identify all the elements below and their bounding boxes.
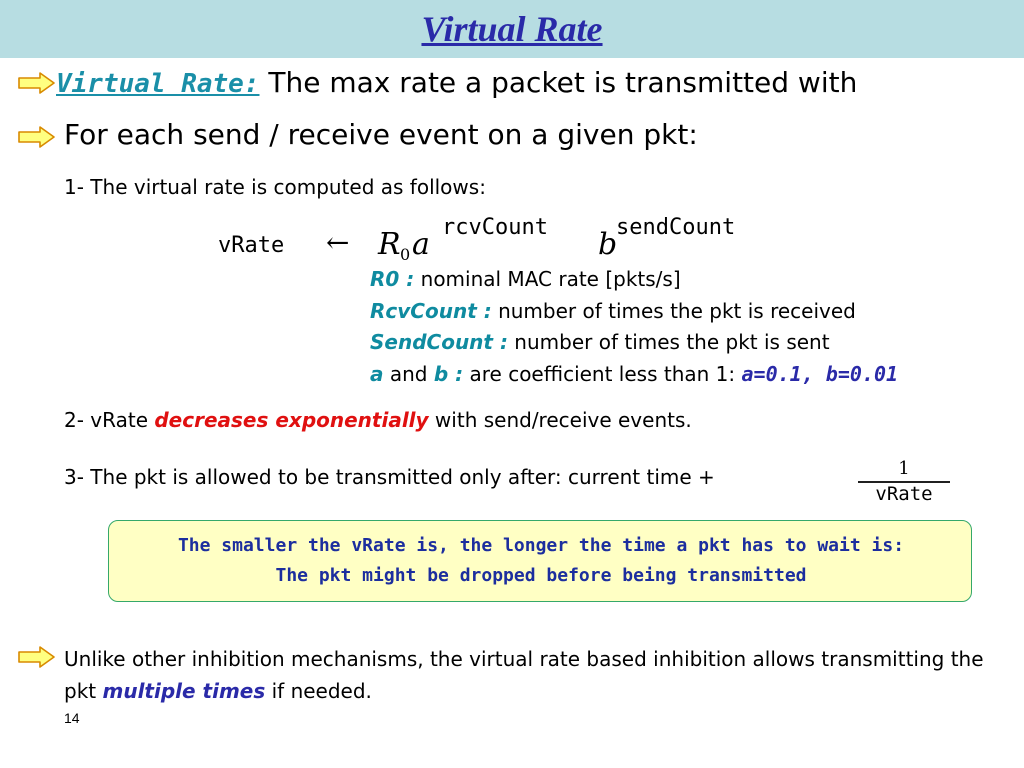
callout-line-2: The pkt might be dropped before being transmitted — [275, 565, 807, 586]
definition-r0-text: nominal MAC rate [pkts/s] — [414, 267, 681, 291]
definition-sendcount-text: number of times the pkt is sent — [507, 330, 830, 354]
coef-values: a=0.1, b=0.01 — [741, 362, 899, 386]
definition-sendcount — [370, 330, 830, 354]
bullet-virtual-rate — [56, 66, 857, 99]
step-2-post: with send/receive events. — [428, 408, 692, 432]
inverse-vrate-fraction — [850, 456, 950, 504]
page-number: 14 — [64, 710, 80, 726]
coef-and: and — [383, 362, 434, 386]
bullet-inhibition-pre: Unlike other inhibition mechanisms, the virtual rate based inhibition allows transmitting the pkt — [64, 647, 984, 703]
slide-title: Virtual Rate — [421, 9, 603, 49]
arrow-bullet-icon — [18, 72, 56, 94]
term-virtual-rate: Virtual Rate: — [56, 69, 260, 99]
definition-r0-key: R0 : — [370, 267, 415, 291]
coef-text: are coefficient less than 1: — [463, 362, 742, 386]
definition-rcvcount — [370, 299, 856, 323]
bullet-inhibition — [64, 643, 984, 707]
formula-arrow: ← — [326, 226, 350, 259]
arrow-bullet-icon — [18, 646, 56, 668]
formula-r: R — [378, 227, 401, 262]
callout-line-1: The smaller the vRate is, the longer the time a pkt has to wait is: — [177, 535, 905, 556]
definition-rcvcount-key: RcvCount : — [370, 299, 492, 323]
definition-r0 — [370, 267, 681, 291]
formula-a: a — [412, 227, 430, 262]
coef-a: a — [370, 362, 384, 386]
vrate-formula — [214, 210, 784, 268]
coef-colon: : — [448, 362, 464, 386]
arrow-bullet-icon — [18, 126, 56, 148]
bullet-virtual-rate-text: The max rate a packet is transmitted with — [259, 66, 858, 99]
step-2 — [64, 408, 692, 432]
definition-rcvcount-text: number of times the pkt is received — [491, 299, 856, 323]
fraction-denominator: vRate — [875, 483, 933, 504]
step-1: 1- The virtual rate is computed as follows: — [64, 175, 486, 199]
formula-b: b — [598, 227, 618, 262]
fraction-numerator: 1 — [898, 458, 910, 479]
definition-sendcount-key: SendCount : — [370, 330, 508, 354]
definition-coefficients — [370, 362, 898, 386]
formula-exp-b: sendCount — [616, 215, 736, 240]
step-3: 3- The pkt is allowed to be transmitted only after: current time + — [64, 465, 715, 489]
formula-exp-a: rcvCount — [442, 215, 548, 240]
coef-b: b — [433, 362, 449, 386]
formula-r-sub: 0 — [400, 245, 411, 264]
step-2-emphasis: decreases exponentially — [154, 408, 429, 432]
formula-lhs: vRate — [218, 233, 285, 258]
bullet-inhibition-emphasis: multiple times — [102, 679, 266, 703]
step-2-pre: 2- vRate — [64, 408, 155, 432]
bullet-inhibition-post: if needed. — [265, 679, 372, 703]
callout-box — [108, 520, 972, 602]
bullet-send-receive: For each send / receive event on a given pkt: — [64, 118, 698, 151]
